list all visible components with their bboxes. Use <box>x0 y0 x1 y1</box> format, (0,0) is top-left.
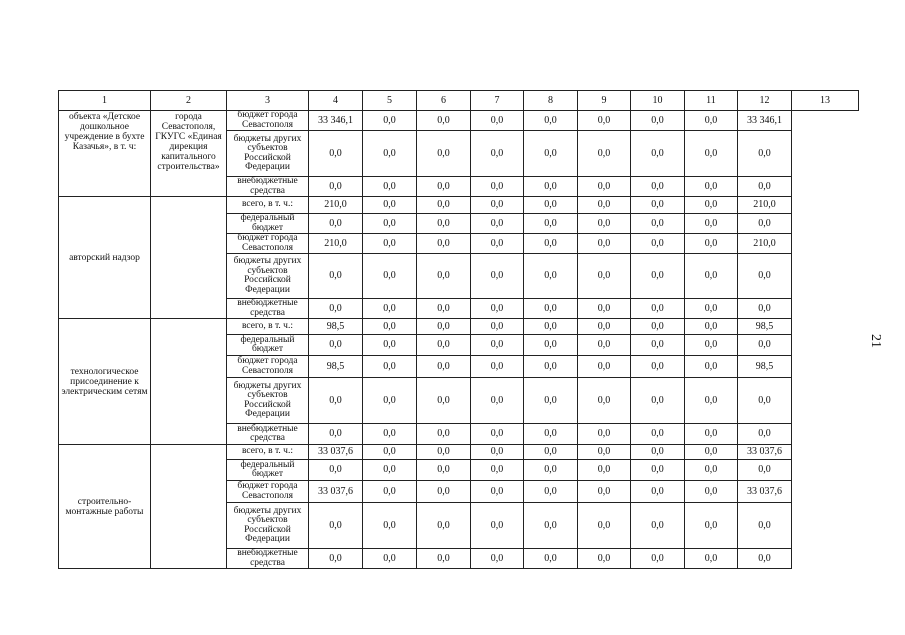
funding-source-cell: внебюджетные средства <box>227 549 309 569</box>
value-cell: 0,0 <box>309 254 363 299</box>
value-cell: 0,0 <box>631 503 685 549</box>
column-number-row <box>59 91 859 111</box>
funding-source-cell: внебюджетные средства <box>227 177 309 197</box>
value-cell: 0,0 <box>685 177 738 197</box>
page-number: 21 <box>868 334 883 348</box>
value-cell: 0,0 <box>578 234 631 254</box>
value-cell: 0,0 <box>738 335 792 356</box>
column-header: 11 <box>685 91 738 111</box>
value-cell: 0,0 <box>578 460 631 481</box>
value-cell: 0,0 <box>471 214 524 234</box>
executor-cell <box>151 197 227 319</box>
value-cell: 0,0 <box>309 378 363 424</box>
value-cell: 0,0 <box>631 197 685 214</box>
object-name-cell: технологическое присоединение к электрическим сетям <box>59 319 151 445</box>
table-body <box>59 111 859 569</box>
funding-source-cell: бюджеты других субъектов Российской Федерации <box>227 378 309 424</box>
column-header: 7 <box>471 91 524 111</box>
value-cell: 0,0 <box>363 356 417 378</box>
value-cell: 0,0 <box>363 503 417 549</box>
value-cell: 0,0 <box>524 356 578 378</box>
value-cell: 0,0 <box>578 549 631 569</box>
value-cell: 0,0 <box>417 503 471 549</box>
value-cell: 0,0 <box>309 549 363 569</box>
value-cell: 0,0 <box>738 378 792 424</box>
value-cell: 0,0 <box>363 424 417 445</box>
column-header: 5 <box>363 91 417 111</box>
funding-source-cell: бюджеты других субъектов Российской Федерации <box>227 503 309 549</box>
value-cell: 0,0 <box>471 335 524 356</box>
value-cell: 0,0 <box>685 234 738 254</box>
budget-table <box>58 90 859 569</box>
column-header: 12 <box>738 91 792 111</box>
value-cell: 0,0 <box>417 356 471 378</box>
value-cell: 0,0 <box>363 319 417 335</box>
value-cell: 0,0 <box>471 460 524 481</box>
value-cell: 0,0 <box>309 424 363 445</box>
value-cell: 0,0 <box>417 335 471 356</box>
value-cell: 0,0 <box>363 177 417 197</box>
value-cell: 0,0 <box>578 197 631 214</box>
value-cell: 0,0 <box>685 335 738 356</box>
value-cell: 0,0 <box>524 503 578 549</box>
table-row <box>59 197 859 214</box>
value-cell: 0,0 <box>524 299 578 319</box>
executor-cell <box>151 445 227 569</box>
funding-source-cell: бюджеты других субъектов Российской Федерации <box>227 131 309 177</box>
value-cell: 0,0 <box>685 356 738 378</box>
value-cell: 0,0 <box>685 549 738 569</box>
value-cell: 0,0 <box>685 299 738 319</box>
object-name-cell: строительно-монтажные работы <box>59 445 151 569</box>
value-cell: 0,0 <box>471 197 524 214</box>
funding-source-cell: всего, в т. ч.: <box>227 445 309 460</box>
column-header: 9 <box>578 91 631 111</box>
value-cell: 0,0 <box>363 378 417 424</box>
value-cell: 0,0 <box>631 214 685 234</box>
value-cell: 0,0 <box>578 356 631 378</box>
value-cell: 0,0 <box>685 111 738 131</box>
column-header: 8 <box>524 91 578 111</box>
value-cell: 0,0 <box>309 214 363 234</box>
value-cell: 0,0 <box>471 131 524 177</box>
value-cell: 210,0 <box>738 197 792 214</box>
funding-source-cell: всего, в т. ч.: <box>227 197 309 214</box>
value-cell: 0,0 <box>578 378 631 424</box>
value-cell: 0,0 <box>738 254 792 299</box>
value-cell: 98,5 <box>738 356 792 378</box>
value-cell: 0,0 <box>524 177 578 197</box>
value-cell: 0,0 <box>417 378 471 424</box>
value-cell: 0,0 <box>578 445 631 460</box>
value-cell: 0,0 <box>578 503 631 549</box>
value-cell: 0,0 <box>471 481 524 503</box>
value-cell: 0,0 <box>309 177 363 197</box>
funding-source-cell: всего, в т. ч.: <box>227 319 309 335</box>
value-cell: 0,0 <box>417 234 471 254</box>
funding-source-cell: бюджет города Севастополя <box>227 111 309 131</box>
funding-source-cell: бюджет города Севастополя <box>227 356 309 378</box>
value-cell: 0,0 <box>417 319 471 335</box>
value-cell: 0,0 <box>363 197 417 214</box>
value-cell: 0,0 <box>471 254 524 299</box>
value-cell: 0,0 <box>524 335 578 356</box>
value-cell: 0,0 <box>417 131 471 177</box>
value-cell: 0,0 <box>471 356 524 378</box>
funding-source-cell: бюджет города Севастополя <box>227 481 309 503</box>
value-cell: 0,0 <box>578 424 631 445</box>
value-cell: 0,0 <box>578 214 631 234</box>
executor-cell: города Севастополя, ГКУГС «Единая дирекция капитального строительства» <box>151 111 227 197</box>
value-cell: 0,0 <box>631 234 685 254</box>
funding-source-cell: федеральный бюджет <box>227 460 309 481</box>
value-cell: 0,0 <box>578 131 631 177</box>
column-header: 2 <box>151 91 227 111</box>
value-cell: 0,0 <box>738 460 792 481</box>
value-cell: 0,0 <box>471 378 524 424</box>
value-cell: 0,0 <box>363 549 417 569</box>
value-cell: 0,0 <box>524 424 578 445</box>
value-cell: 0,0 <box>631 111 685 131</box>
value-cell: 0,0 <box>363 234 417 254</box>
funding-source-cell: внебюджетные средства <box>227 424 309 445</box>
value-cell: 33 037,6 <box>738 445 792 460</box>
value-cell: 0,0 <box>578 177 631 197</box>
value-cell: 0,0 <box>685 214 738 234</box>
value-cell: 0,0 <box>471 549 524 569</box>
value-cell: 0,0 <box>685 424 738 445</box>
value-cell: 0,0 <box>524 214 578 234</box>
value-cell: 0,0 <box>631 481 685 503</box>
value-cell: 0,0 <box>309 131 363 177</box>
value-cell: 0,0 <box>631 335 685 356</box>
value-cell: 210,0 <box>738 234 792 254</box>
value-cell: 0,0 <box>363 131 417 177</box>
value-cell: 0,0 <box>363 460 417 481</box>
value-cell: 0,0 <box>524 445 578 460</box>
value-cell: 0,0 <box>631 549 685 569</box>
value-cell: 0,0 <box>685 503 738 549</box>
value-cell: 98,5 <box>738 319 792 335</box>
value-cell: 0,0 <box>417 460 471 481</box>
value-cell: 0,0 <box>738 299 792 319</box>
object-name-cell: авторский надзор <box>59 197 151 319</box>
value-cell: 0,0 <box>524 378 578 424</box>
funding-source-cell: бюджет города Севастополя <box>227 234 309 254</box>
column-header: 1 <box>59 91 151 111</box>
value-cell: 0,0 <box>578 111 631 131</box>
value-cell: 0,0 <box>417 424 471 445</box>
value-cell: 0,0 <box>578 335 631 356</box>
value-cell: 0,0 <box>524 254 578 299</box>
value-cell: 0,0 <box>685 197 738 214</box>
value-cell: 0,0 <box>417 299 471 319</box>
column-header: 13 <box>792 91 859 111</box>
value-cell: 0,0 <box>417 481 471 503</box>
value-cell: 0,0 <box>631 378 685 424</box>
value-cell: 0,0 <box>363 214 417 234</box>
table-row <box>59 319 859 335</box>
value-cell: 0,0 <box>417 214 471 234</box>
value-cell: 0,0 <box>363 299 417 319</box>
value-cell: 0,0 <box>524 460 578 481</box>
funding-source-cell: внебюджетные средства <box>227 299 309 319</box>
value-cell: 0,0 <box>631 299 685 319</box>
value-cell: 0,0 <box>738 549 792 569</box>
column-header: 6 <box>417 91 471 111</box>
value-cell: 0,0 <box>524 319 578 335</box>
object-name-cell: объекта «Детское дошкольное учреждение в бухте Казачья», в т. ч: <box>59 111 151 197</box>
value-cell: 0,0 <box>631 356 685 378</box>
value-cell: 0,0 <box>309 335 363 356</box>
value-cell: 0,0 <box>471 177 524 197</box>
value-cell: 33 346,1 <box>738 111 792 131</box>
value-cell: 0,0 <box>685 445 738 460</box>
value-cell: 0,0 <box>578 254 631 299</box>
value-cell: 210,0 <box>309 197 363 214</box>
column-header: 10 <box>631 91 685 111</box>
value-cell: 0,0 <box>524 131 578 177</box>
value-cell: 0,0 <box>685 254 738 299</box>
value-cell: 0,0 <box>685 131 738 177</box>
value-cell: 0,0 <box>685 460 738 481</box>
value-cell: 0,0 <box>578 299 631 319</box>
value-cell: 0,0 <box>417 254 471 299</box>
value-cell: 0,0 <box>309 299 363 319</box>
value-cell: 0,0 <box>685 319 738 335</box>
value-cell: 0,0 <box>471 111 524 131</box>
value-cell: 0,0 <box>363 445 417 460</box>
value-cell: 0,0 <box>309 460 363 481</box>
value-cell: 0,0 <box>471 299 524 319</box>
value-cell: 0,0 <box>524 197 578 214</box>
value-cell: 0,0 <box>631 445 685 460</box>
value-cell: 98,5 <box>309 319 363 335</box>
value-cell: 0,0 <box>631 424 685 445</box>
value-cell: 0,0 <box>363 111 417 131</box>
value-cell: 0,0 <box>471 503 524 549</box>
value-cell: 0,0 <box>578 481 631 503</box>
funding-source-cell: федеральный бюджет <box>227 335 309 356</box>
value-cell: 0,0 <box>631 177 685 197</box>
column-header: 3 <box>227 91 309 111</box>
value-cell: 33 346,1 <box>309 111 363 131</box>
value-cell: 0,0 <box>578 319 631 335</box>
value-cell: 0,0 <box>471 319 524 335</box>
value-cell: 0,0 <box>685 481 738 503</box>
value-cell: 0,0 <box>363 481 417 503</box>
value-cell: 0,0 <box>631 131 685 177</box>
value-cell: 0,0 <box>417 445 471 460</box>
value-cell: 0,0 <box>471 424 524 445</box>
value-cell: 0,0 <box>738 424 792 445</box>
value-cell: 210,0 <box>309 234 363 254</box>
value-cell: 33 037,6 <box>738 481 792 503</box>
table-row <box>59 445 859 460</box>
value-cell: 0,0 <box>363 335 417 356</box>
value-cell: 0,0 <box>417 549 471 569</box>
value-cell: 0,0 <box>471 445 524 460</box>
value-cell: 33 037,6 <box>309 481 363 503</box>
value-cell: 98,5 <box>309 356 363 378</box>
value-cell: 0,0 <box>524 111 578 131</box>
table-row <box>59 111 859 131</box>
value-cell: 0,0 <box>417 111 471 131</box>
value-cell: 0,0 <box>738 131 792 177</box>
value-cell: 0,0 <box>363 254 417 299</box>
value-cell: 0,0 <box>524 549 578 569</box>
funding-source-cell: федеральный бюджет <box>227 214 309 234</box>
column-header: 4 <box>309 91 363 111</box>
value-cell: 0,0 <box>738 214 792 234</box>
value-cell: 0,0 <box>524 481 578 503</box>
value-cell: 0,0 <box>524 234 578 254</box>
value-cell: 0,0 <box>631 319 685 335</box>
executor-cell <box>151 319 227 445</box>
value-cell: 0,0 <box>631 254 685 299</box>
funding-source-cell: бюджеты других субъектов Российской Федерации <box>227 254 309 299</box>
value-cell: 0,0 <box>471 234 524 254</box>
value-cell: 0,0 <box>738 503 792 549</box>
value-cell: 0,0 <box>631 460 685 481</box>
value-cell: 33 037,6 <box>309 445 363 460</box>
value-cell: 0,0 <box>685 378 738 424</box>
value-cell: 0,0 <box>738 177 792 197</box>
value-cell: 0,0 <box>417 177 471 197</box>
value-cell: 0,0 <box>417 197 471 214</box>
value-cell: 0,0 <box>309 503 363 549</box>
